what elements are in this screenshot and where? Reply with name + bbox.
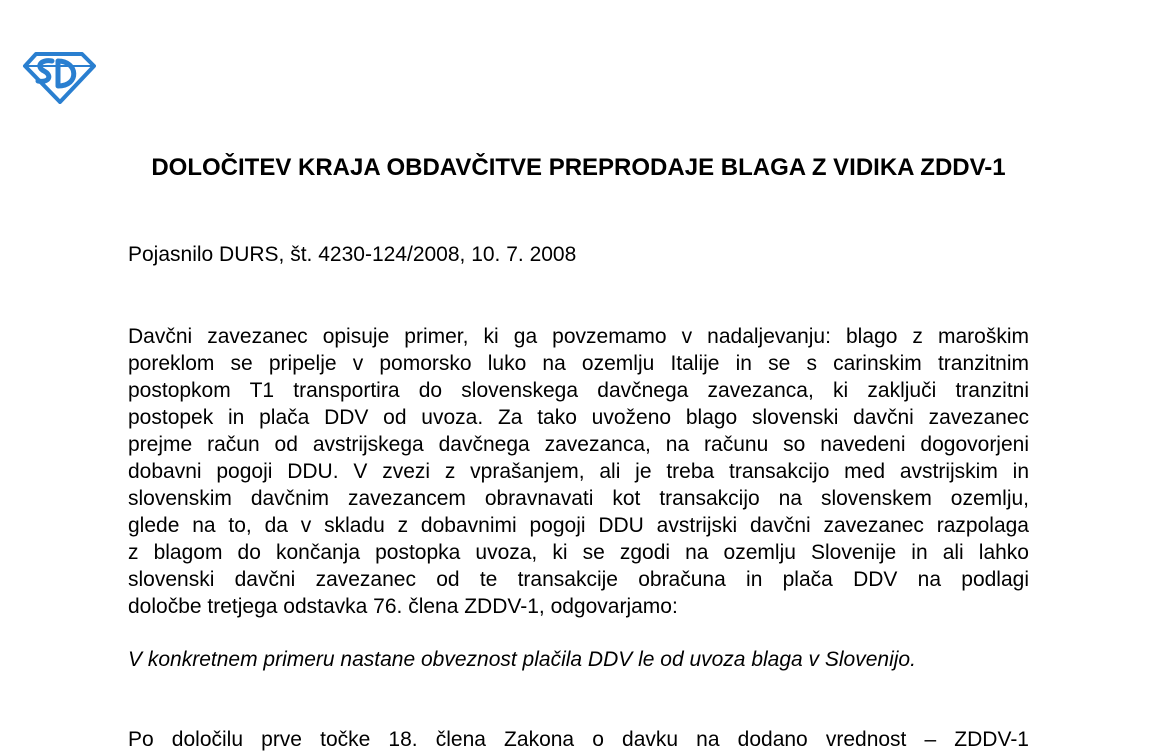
paragraph-explanation: [128, 726, 1029, 753]
paragraph-line: prejme račun od avstrijskega davčnega zavezanca, na računu so navedeni dogovorjeni: [128, 433, 1029, 456]
paragraph-line: glede na to, da v skladu z dobavnimi pogoji DDU avstrijski davčni zavezanec razpolaga: [128, 514, 1029, 537]
paragraph-question: [128, 323, 1029, 620]
paragraph-line: postopek in plača DDV od uvoza. Za tako uvoženo blago slovenski davčni zavezanec: [128, 406, 1029, 429]
document-title: DOLOČITEV KRAJA OBDAVČITVE PREPRODAJE BLAGA Z VIDIKA ZDDV-1: [151, 154, 1006, 181]
paragraph-line: določbe tretjega odstavka 76. člena ZDDV-1, odgovarjamo:: [128, 595, 678, 618]
paragraph-line: slovenski davčni zavezanec od te transakcije obračuna in plača DDV na podlagi: [128, 568, 1029, 591]
paragraph-line: slovenskim davčnim zavezancem obravnavati kot transakcijo na slovenskem ozemlju,: [128, 487, 1029, 510]
document-source: Pojasnilo DURS, št. 4230-124/2008, 10. 7. 2008: [128, 243, 577, 266]
paragraph-line: poreklom se pripelje v pomorsko luko na ozemlju Italije in se s carinskim tranzitnim: [128, 352, 1029, 375]
paragraph-line: postopkom T1 transportira do slovenskega davčnega zavezanca, ki zaključi tranzitni: [128, 379, 1029, 402]
sd-shield-logo-icon: [22, 50, 96, 104]
paragraph-line: Po določilu prve točke 18. člena Zakona o davku na dodano vrednost – ZDDV-1: [128, 728, 1029, 751]
answer-italic: V konkretnem primeru nastane obveznost plačila DDV le od uvoza blaga v Slovenijo.: [128, 648, 916, 671]
paragraph-line: z blagom do končanja postopka uvoza, ki se zgodi na ozemlju Slovenije in ali lahko: [128, 541, 1029, 564]
paragraph-line: dobavni pogoji DDU. V zvezi z vprašanjem, ali je treba transakcijo med avstrijskim in: [128, 460, 1029, 483]
paragraph-line: Davčni zavezanec opisuje primer, ki ga povzemamo v nadaljevanju: blago z maroškim: [128, 325, 1029, 348]
